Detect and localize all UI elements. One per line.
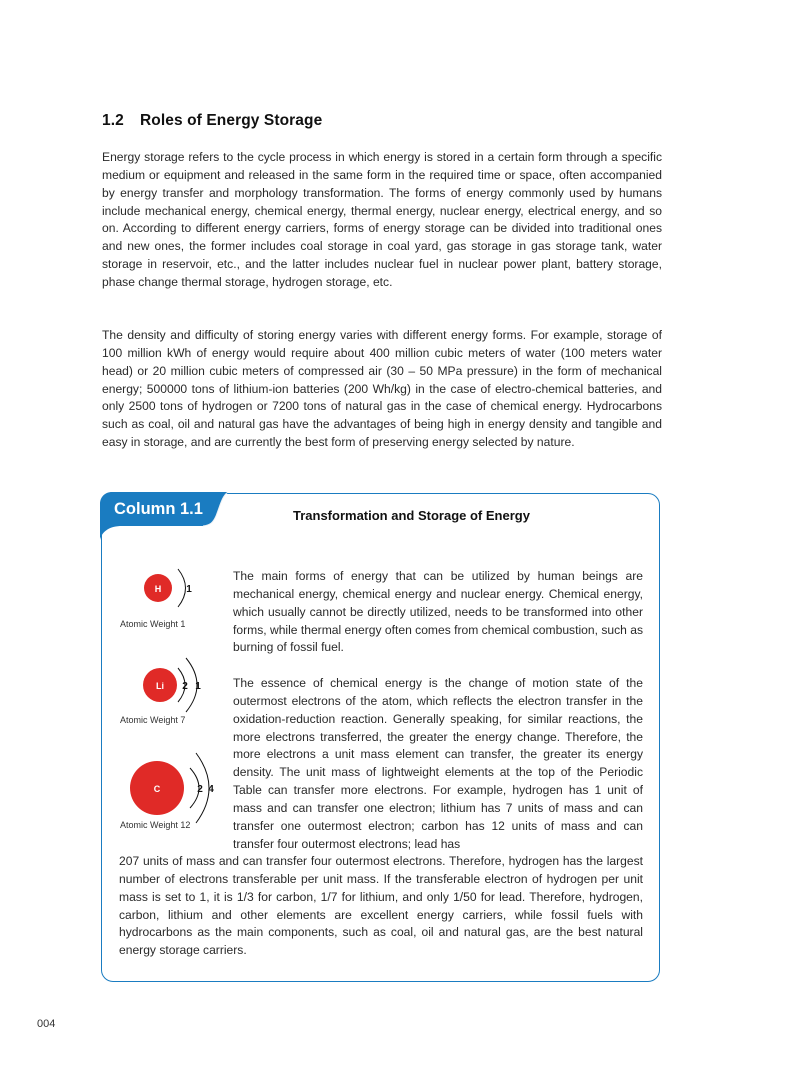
column-label: Column 1.1 bbox=[114, 500, 203, 518]
atom-symbol: C bbox=[153, 784, 161, 794]
column-paragraph: The essence of chemical energy is the change of motion state of the outermost electrons of the atom, which reflects the electron transfer in the oxidation-reduction reaction. Generally speaking, for similar reactions, the more electrons transferred, the greater the energy change. Therefore, the more electrons a unit mass element can transfer, the greater its energy density. The unit mass of lightweight elements at the top of the Periodic Table can transfer more electrons. For example, hydrogen has 1 unit of mass and can transfer one electron; lithium has 7 units of mass and can transfer one outermost electron; carbon has 12 units of mass and can transfer four outermost electrons; lead has bbox=[233, 676, 643, 851]
body-paragraph: The density and difficulty of storing energy varies with different energy forms. For example, storage of 100 million kWh of energy would require about 400 million cubic meters of water (100 meters water head) or 20 million cubic meters of compressed air (30 – 50 MPa pressure) in the form of mechanical energy; 500000 tons of lithium-ion batteries (200 Wh/kg) in the case of electro-chemical batteries, and only 2500 tons of hydrogen or 7200 tons of natural gas in the case of chemical energy. Hydrocarbons such as coal, oil and natural gas have the advantages of being high in energy density and tangible and easy in storage, and are currently the best form of preserving energy selected by nature. bbox=[102, 328, 662, 450]
column-paragraph: 207 units of mass and can transfer four outermost electrons. Therefore, hydrogen has the largest number of electrons transferable per unit mass. If the transferable electron of hydrogen per unit mass is set to 1, it is 1/3 for carbon, 1/7 for lithium, and only 1/50 for lead. Therefore, hydrogen, carbon, lithium and other elements are excellent energy carriers, while fossil fuels with hydrocarbons as the main components, such as coal, oil and natural gas, are the best natural energy storage carriers. bbox=[119, 854, 643, 958]
section-title: Roles of Energy Storage bbox=[140, 112, 323, 129]
atom-caption: Atomic Weight 12 bbox=[120, 820, 191, 830]
shell-electron-count: 4 bbox=[208, 784, 214, 795]
shell-electron-count: 2 bbox=[197, 784, 203, 795]
shell-electron-count: 1 bbox=[186, 584, 192, 595]
shell-electron-count: 1 bbox=[195, 681, 201, 692]
electron-shell-arc bbox=[178, 569, 186, 607]
atom-symbol: Li bbox=[156, 681, 164, 691]
atom-symbol: H bbox=[154, 584, 162, 594]
column-paragraph: The main forms of energy that can be utilized by human beings are mechanical energy, chemical energy and nuclear energy. Chemical energy, which usually cannot be directly utilized, needs to be transformed into other forms, while thermal energy often comes from chemical combustion, such as burning of fossil fuel. bbox=[233, 569, 644, 655]
atom-caption: Atomic Weight 1 bbox=[120, 619, 186, 629]
carbon-atom-diagram bbox=[130, 750, 220, 826]
hydrogen-atom-diagram bbox=[138, 568, 198, 608]
atom-caption: Atomic Weight 7 bbox=[120, 715, 186, 725]
body-paragraph: Energy storage refers to the cycle process in which energy is stored in a certain form through a specific medium or equipment and released in the same form in the required time or space, often accompanied by energy transfer and morphology transformation. The forms of energy commonly used by humans include mechanical energy, chemical energy, thermal energy, nuclear energy, electrical energy, and so on. According to different energy carriers, forms of energy storage can be divided into traditional ones and new ones, the former includes coal storage in coal yard, gas storage in gas storage tank, water storage in reservoir, etc., and the latter includes nuclear fuel in nuclear power plant, battery storage, phase change thermal storage, hydrogen storage, etc. bbox=[102, 150, 662, 289]
shell-electron-count: 2 bbox=[182, 681, 188, 692]
section-heading bbox=[102, 112, 322, 130]
column-title: Transformation and Storage of Energy bbox=[293, 508, 530, 523]
section-number: 1.2 bbox=[102, 112, 124, 129]
page-number: 004 bbox=[37, 1018, 56, 1030]
lithium-atom-diagram bbox=[142, 656, 212, 716]
